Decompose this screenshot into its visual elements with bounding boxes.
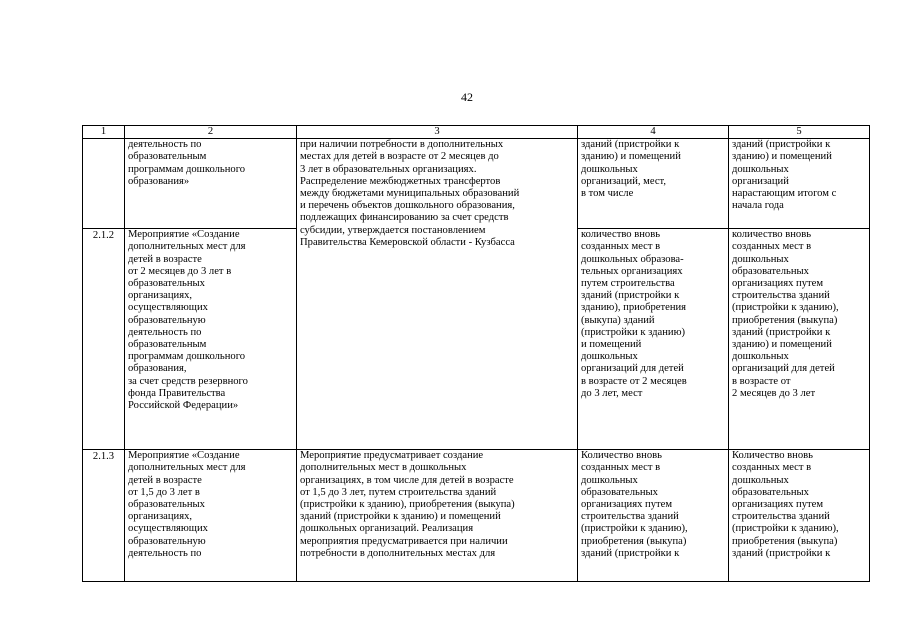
table-row	[83, 450, 870, 582]
header-cell-5: 5	[729, 126, 870, 139]
indicator-cell: зданий (пристройки к зданию) и помещений дошкольных организаций нарастающим итогом с начала года	[729, 139, 870, 229]
measure-name-cell: Мероприятие «Создание дополнительных мест для детей в возрасте от 2 месяцев до 3 лет в образовательных организациях, осуществляющих образовательную деятельность по образовательным программам дошкольного образования, за счет средств резервного фонда Правительства Российской Федерации»	[125, 229, 297, 450]
indicator-cell: Количество вновь созданных мест в дошкольных образовательных организациях путем строительства зданий (пристройки к зданию), приобретения (выкупа) зданий (пристройки к	[578, 450, 729, 582]
row-number	[83, 139, 125, 229]
indicator-cell: зданий (пристройки к зданию) и помещений дошкольных организаций, мест, в том числе	[578, 139, 729, 229]
page-number: 42	[461, 90, 473, 104]
measure-description-cell: при наличии потребности в дополнительных местах для детей в возрасте от 2 месяцев до 3 лет в образовательных организациях. Распределение межбюджетных трансфертов между бюджетами муниципальных образований и перечень объектов дошкольного образования, подлежащих финансированию за счет средств субсидии, утверждается постановлением Правительства Кемеровской области - Кузбасса	[297, 139, 578, 450]
indicator-cell: количество вновь созданных мест в дошкольных образова- тельных организациях путем строительства зданий (пристройки к зданию), приобретения (выкупа) зданий (пристройки к зданию) и помещений дошкольных организаций для детей в возрасте от 2 месяцев до 3 лет, мест	[578, 229, 729, 450]
header-row	[83, 126, 870, 139]
measure-name-cell: Мероприятие «Создание дополнительных мест для детей в возрасте от 1,5 до 3 лет в образовательных организациях, осуществляющих образовательную деятельность по	[125, 450, 297, 582]
indicator-cell: количество вновь созданных мест в дошкольных образовательных организациях путем строительства зданий (пристройки к зданию), приобретения (выкупа) зданий (пристройки к зданию) и помещений дошкольных организаций для детей в возрасте от 2 месяцев до 3 лет	[729, 229, 870, 450]
header-cell-3: 3	[297, 126, 578, 139]
row-number: 2.1.3	[83, 450, 125, 582]
row-number: 2.1.2	[83, 229, 125, 450]
table-row	[83, 139, 870, 229]
header-cell-2: 2	[125, 126, 297, 139]
measure-description-cell: Мероприятие предусматривает создание дополнительных мест в дошкольных организациях, в том числе для детей в возрасте от 1,5 до 3 лет, путем строительства зданий (пристройки к зданию), приобретения (выкупа) зданий (пристройки к зданию) и помещений дошкольных организаций. Реализация мероприятия предусматривается при наличии потребности в дополнительных местах для	[297, 450, 578, 582]
header-cell-1: 1	[83, 126, 125, 139]
indicator-cell: Количество вновь созданных мест в дошкольных образовательных организациях путем строительства зданий (пристройки к зданию), приобретения (выкупа) зданий (пристройки к	[729, 450, 870, 582]
document-table	[82, 125, 870, 582]
header-cell-4: 4	[578, 126, 729, 139]
measure-name-cell: деятельность по образовательным программам дошкольного образования»	[125, 139, 297, 229]
